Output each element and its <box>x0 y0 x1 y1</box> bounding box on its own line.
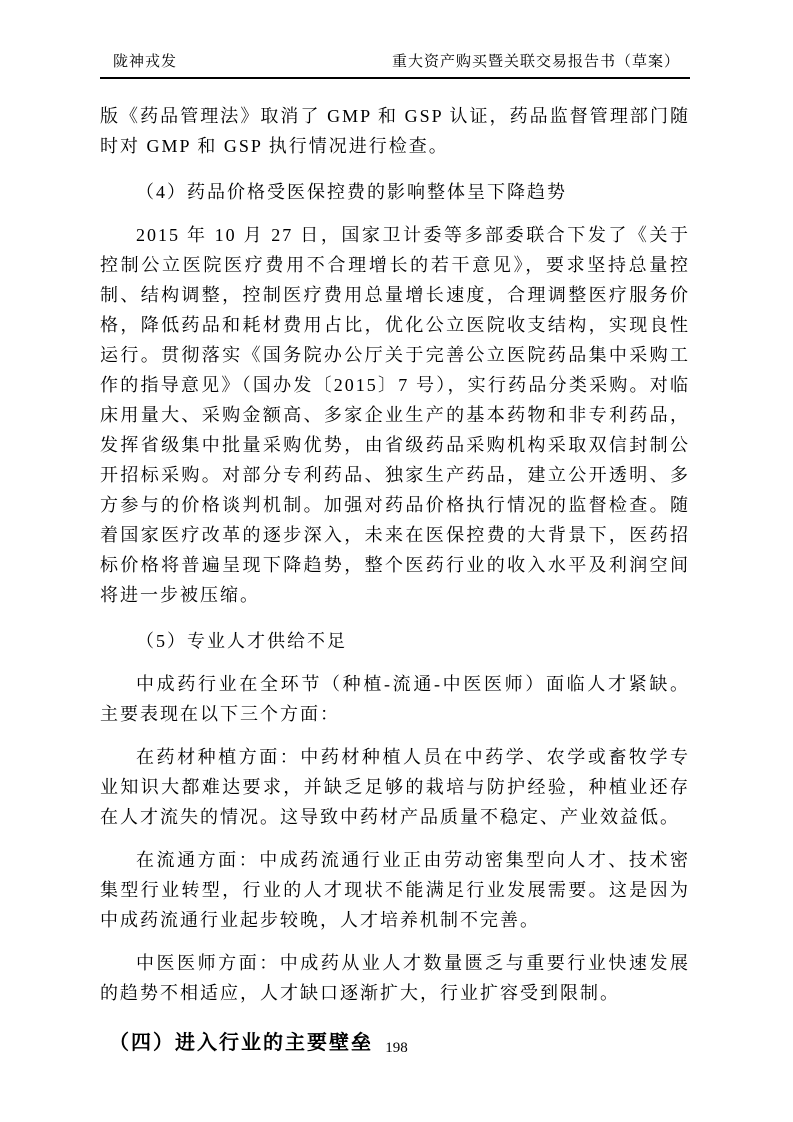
paragraph-talent-shortage-intro: 中成药行业在全环节（种植-流通-中医医师）面临人才紧缺。主要表现在以下三个方面： <box>100 674 690 724</box>
paragraph-continuation: 版《药品管理法》取消了 GMP 和 GSP 认证，药品监督管理部门随时对 GMP 和 GSP 执行情况进行检查。 <box>100 106 690 156</box>
document-body <box>100 101 690 1058</box>
paragraph-tcm-physician-aspect: 中医医师方面：中成药从业人才数量匮乏与重要行业快速发展的趋势不相适应，人才缺口逐渐扩大，行业扩容受到限制。 <box>100 953 690 1003</box>
header-rule <box>100 77 690 79</box>
page-number: 198 <box>385 1040 408 1056</box>
page-footer <box>0 1040 793 1057</box>
header-right-title: 重大资产购买暨关联交易报告书（草案） <box>391 54 680 70</box>
paragraph-planting-aspect: 在药材种植方面：中药材种植人员在中药学、农学或畜牧学专业知识大都难达要求，并缺乏足够的栽培与防护经验，种植业还存在人才流失的情况。这导致中药材产品质量不稳定、产业效益低。 <box>100 747 690 827</box>
subheading-item-5: （5）专业人才供给不足 <box>136 631 347 651</box>
page-header <box>100 0 690 77</box>
section-heading-entry-barriers: （四）进入行业的主要壁垒 <box>109 1032 373 1054</box>
header-left-title: 陇神戎发 <box>113 54 178 70</box>
paragraph-drug-pricing: 2015 年 10 月 27 日，国家卫计委等多部委联合下发了《关于控制公立医院医疗费用不合理增长的若干意见》，要求坚持总量控制、结构调整，控制医疗费用总量增长速度，合理调整医疗服务价格，降低药品和耗材费用占比，优化公立医院收支结构，实现良性运行。贯彻落实《国务院办公厅关于完善公立医院药品集中采购工作的指导意见》（国办发〔2015〕7 号），实行药品分类采购。对临床用量大、采购金额高、多家企业生产的基本药物和非专利药品，发挥省级集中批量采购优势，由省级药品采购机构采取双信封制公开招标采购。对部分专利药品、独家生产药品，建立公开透明、多方参与的价格谈判机制。加强对药品价格执行情况的监督检查。随着国家医疗改革的逐步深入，未来在医保控费的大背景下，医药招标价格将普遍呈现下降趋势，整个医药行业的收入水平及利润空间将进一步被压缩。 <box>100 225 690 605</box>
paragraph-circulation-aspect: 在流通方面：中成药流通行业正由劳动密集型向人才、技术密集型行业转型，行业的人才现状不能满足行业发展需要。这是因为中成药流通行业起步较晚，人才培养机制不完善。 <box>100 850 690 930</box>
subheading-item-4: （4）药品价格受医保控费的影响整体呈下降趋势 <box>136 182 567 202</box>
page-content <box>100 0 690 1058</box>
